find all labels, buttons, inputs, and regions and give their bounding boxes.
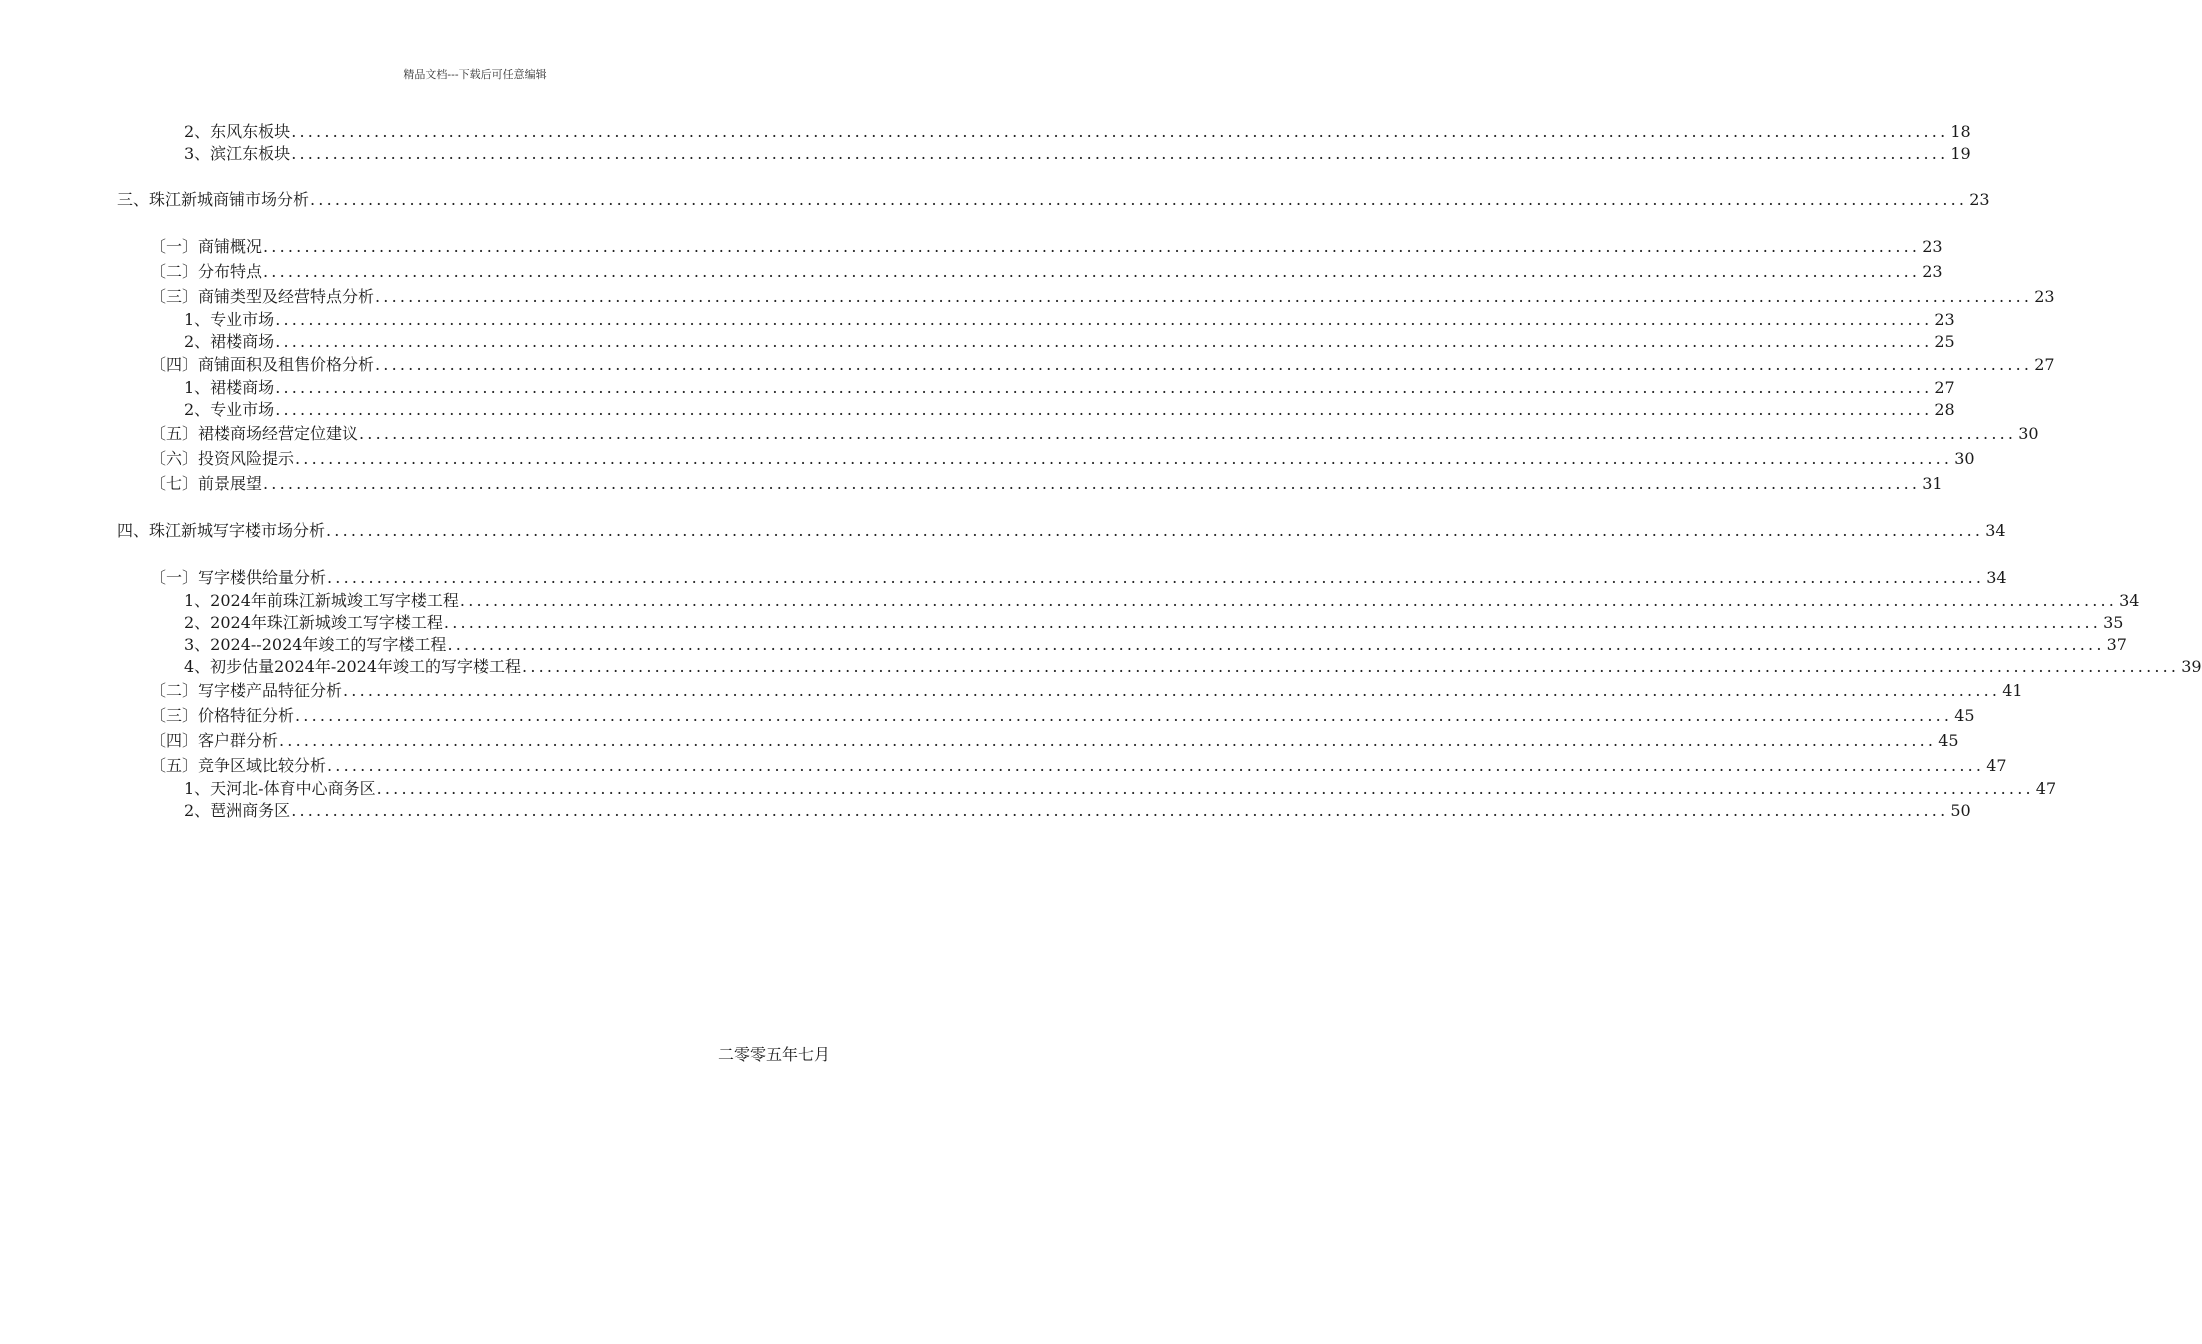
toc-entry-title: 1、专业市场: [184, 310, 275, 329]
toc-entry[interactable]: [150, 473, 1943, 495]
toc-dot-leader: ........................................................................................................................................................................................................: [263, 262, 1921, 281]
toc-entry-title: 三、珠江新城商铺市场分析: [117, 190, 310, 209]
toc-entry-page: 41: [2002, 681, 2023, 700]
toc-entry[interactable]: [184, 612, 2124, 634]
toc-dot-leader: ........................................................................................................................................................................................................: [275, 332, 1933, 351]
toc-entry-page: 27: [1934, 378, 1955, 397]
toc-entry-page: 18: [1950, 122, 1971, 141]
toc-entry-title: 〔四〕商铺面积及租售价格分析: [150, 355, 375, 374]
toc-dot-leader: ........................................................................................................................................................................................................: [263, 237, 1921, 256]
toc-entry-title: 〔一〕写字楼供给量分析: [150, 568, 327, 587]
toc-dot-leader: ........................................................................................................................................................................................................: [275, 400, 1933, 419]
toc-entry[interactable]: [150, 354, 2055, 376]
toc-entry-title: 四、珠江新城写字楼市场分析: [117, 521, 326, 540]
toc-entry-title: 〔五〕裙楼商场经营定位建议: [150, 424, 359, 443]
toc-entry-title: 2、琶洲商务区: [184, 801, 291, 820]
toc-dot-leader: ........................................................................................................................................................................................................: [291, 122, 1949, 141]
toc-entry-page: 27: [2034, 355, 2055, 374]
toc-dot-leader: ........................................................................................................................................................................................................: [275, 310, 1933, 329]
toc-dot-leader: ........................................................................................................................................................................................................: [295, 706, 1953, 725]
toc-entry[interactable]: [184, 656, 2202, 678]
toc-dot-leader: ........................................................................................................................................................................................................: [359, 424, 2017, 443]
toc-dot-leader: ........................................................................................................................................................................................................: [443, 613, 2102, 632]
toc-dot-leader: ........................................................................................................................................................................................................: [376, 779, 2034, 798]
toc-entry-title: 2、东风东板块: [184, 122, 291, 141]
document-date: 二零零五年七月: [717, 1045, 830, 1064]
toc-entry[interactable]: [184, 377, 1955, 399]
toc-entry-title: 4、初步估量2024年-2024年竣工的写字楼工程: [184, 657, 522, 676]
toc-entry-page: 34: [1986, 568, 2007, 587]
toc-entry-page: 45: [1954, 706, 1975, 725]
toc-entry-page: 23: [1969, 190, 1990, 209]
toc-dot-leader: ........................................................................................................................................................................................................: [275, 378, 1933, 397]
toc-entry[interactable]: [150, 423, 2039, 445]
toc-entry-title: 〔一〕商铺概况: [150, 237, 263, 256]
toc-entry[interactable]: [184, 143, 1971, 165]
toc-dot-leader: ........................................................................................................................................................................................................: [375, 287, 2033, 306]
toc-entry-title: 〔四〕客户群分析: [150, 731, 279, 750]
toc-entry-title: 1、天河北-体育中心商务区: [184, 779, 376, 798]
toc-entry-title: 〔二〕分布特点: [150, 262, 263, 281]
toc-entry-title: 〔五〕竞争区域比较分析: [150, 756, 327, 775]
toc-entry-page: 45: [1938, 731, 1959, 750]
toc-dot-leader: ........................................................................................................................................................................................................: [447, 635, 2105, 654]
toc-entry-page: 19: [1950, 144, 1971, 163]
toc-entry[interactable]: [184, 331, 1955, 353]
toc-entry[interactable]: [150, 286, 2055, 308]
toc-entry-title: 2、裙楼商场: [184, 332, 275, 351]
toc-dot-leader: ........................................................................................................................................................................................................: [375, 355, 2033, 374]
toc-dot-leader: ........................................................................................................................................................................................................: [295, 449, 1953, 468]
toc-entry-page: 23: [1922, 237, 1943, 256]
page-header: 精品文档---下载后可任意编辑: [403, 68, 547, 81]
toc-entry[interactable]: [150, 680, 2023, 702]
toc-entry-page: 47: [2035, 779, 2057, 798]
toc-entry[interactable]: [184, 778, 2057, 800]
toc-entry[interactable]: [184, 800, 1971, 822]
toc-entry[interactable]: [150, 448, 1975, 470]
toc-entry[interactable]: [117, 189, 1990, 211]
toc-entry-page: 34: [2119, 591, 2140, 610]
toc-entry-page: 50: [1950, 801, 1971, 820]
toc-entry-title: 〔二〕写字楼产品特征分析: [150, 681, 343, 700]
toc-entry-page: 31: [1922, 474, 1943, 493]
toc-entry-page: 39: [2181, 657, 2202, 676]
toc-entry-page: 30: [1954, 449, 1975, 468]
toc-dot-leader: ........................................................................................................................................................................................................: [291, 144, 1949, 163]
toc-entry-page: 25: [1934, 332, 1955, 351]
toc-entry-page: 28: [1934, 400, 1955, 419]
toc-entry-page: 37: [2106, 635, 2127, 654]
toc-entry[interactable]: [150, 236, 1943, 258]
toc-entry-title: 〔七〕前景展望: [150, 474, 263, 493]
toc-entry[interactable]: [117, 520, 2006, 542]
toc-entry[interactable]: [150, 567, 2007, 589]
toc-entry-title: 3、2024--2024年竣工的写字楼工程: [184, 635, 447, 654]
toc-entry-title: 2、专业市场: [184, 400, 275, 419]
toc-dot-leader: ........................................................................................................................................................................................................: [522, 657, 2180, 676]
toc-entry-page: 34: [1985, 521, 2006, 540]
toc-dot-leader: ........................................................................................................................................................................................................: [326, 521, 1984, 540]
toc-entry[interactable]: [150, 755, 2007, 777]
toc-entry-page: 47: [1986, 756, 2007, 775]
toc-dot-leader: ........................................................................................................................................................................................................: [327, 568, 1985, 587]
toc-dot-leader: ........................................................................................................................................................................................................: [263, 474, 1921, 493]
toc-dot-leader: ........................................................................................................................................................................................................: [459, 591, 2118, 610]
toc-entry-title: 1、裙楼商场: [184, 378, 275, 397]
toc-entry-page: 35: [2103, 613, 2124, 632]
toc-entry-title: 2、2024年珠江新城竣工写字楼工程: [184, 613, 443, 632]
toc-entry-page: 23: [2034, 287, 2055, 306]
toc-entry-title: 〔三〕价格特征分析: [150, 706, 295, 725]
toc-entry-page: 23: [1934, 310, 1955, 329]
toc-dot-leader: ........................................................................................................................................................................................................: [327, 756, 1985, 775]
toc-dot-leader: ........................................................................................................................................................................................................: [343, 681, 2001, 700]
toc-dot-leader: ........................................................................................................................................................................................................: [279, 731, 1937, 750]
toc-entry[interactable]: [184, 590, 2140, 612]
toc-entry-title: 〔三〕商铺类型及经营特点分析: [150, 287, 375, 306]
toc-entry-page: 23: [1922, 262, 1943, 281]
toc-entry-title: 〔六〕投资风险提示: [150, 449, 295, 468]
toc-entry-title: 1、2024年前珠江新城竣工写字楼工程: [184, 591, 459, 610]
toc-entry-page: 30: [2018, 424, 2039, 443]
toc-entry[interactable]: [184, 399, 1955, 421]
toc-entry-title: 3、滨江东板块: [184, 144, 291, 163]
toc-entry[interactable]: [184, 309, 1955, 331]
toc-entry[interactable]: [184, 634, 2127, 656]
toc-entry[interactable]: [150, 730, 1959, 752]
toc-entry[interactable]: [150, 261, 1943, 283]
toc-dot-leader: ........................................................................................................................................................................................................: [291, 801, 1949, 820]
toc-entry[interactable]: [150, 705, 1975, 727]
toc-dot-leader: ........................................................................................................................................................................................................: [310, 190, 1968, 209]
toc-entry[interactable]: [184, 121, 1971, 143]
